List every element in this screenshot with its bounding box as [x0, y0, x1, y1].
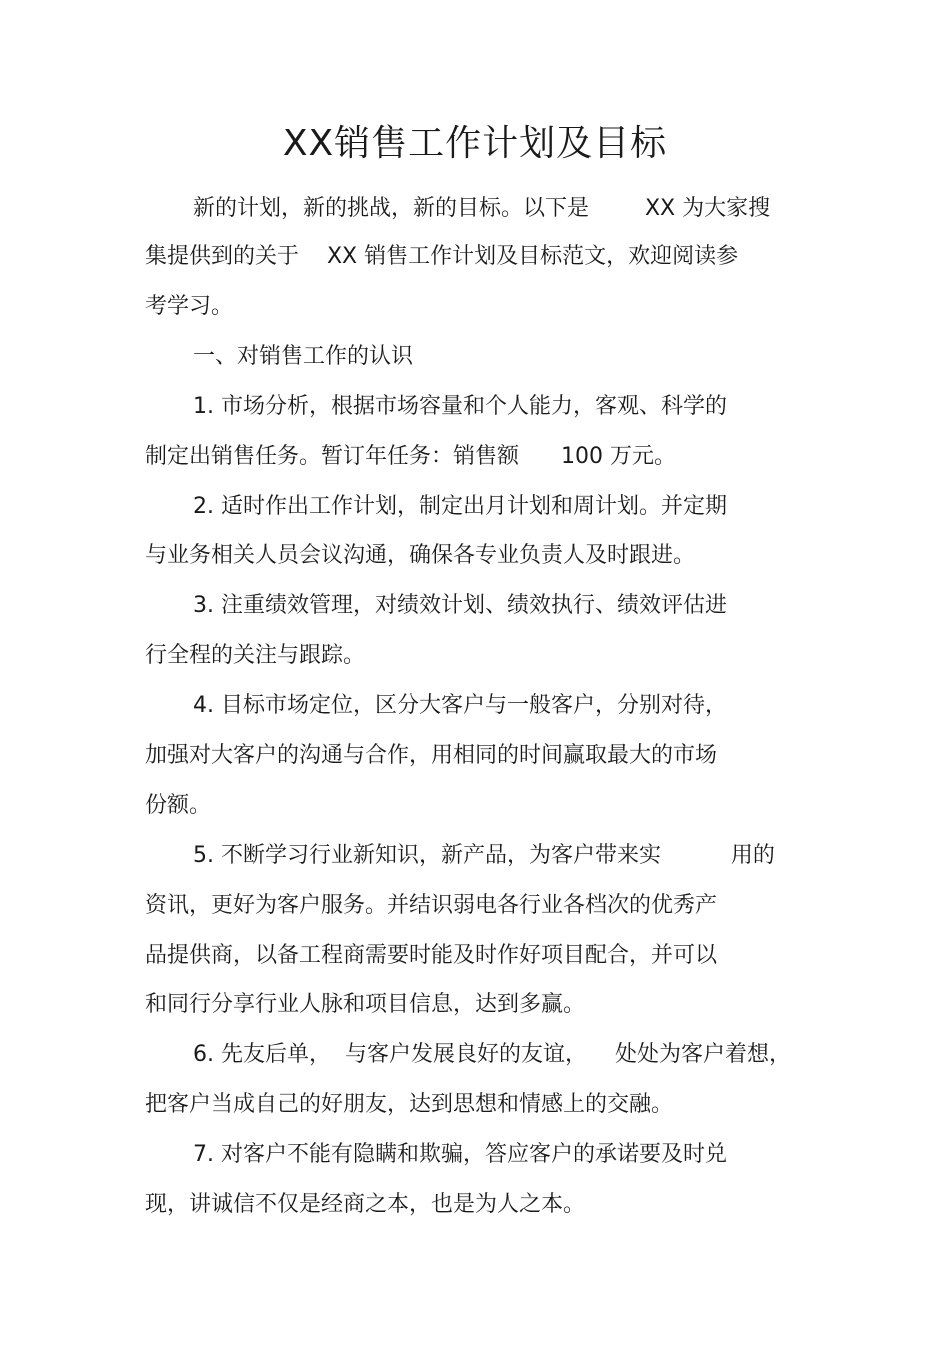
item-7-line-2: 现，讲诚信不仅是经商之本，也是为人之本。: [145, 1192, 586, 1217]
page-title: XX销售工作计划及目标: [282, 123, 668, 164]
item-2-line-2: 与业务相关人员会议沟通，确保各专业负责人及时跟进。: [145, 543, 696, 568]
item-1-line-2: 制定出销售任务。暂订年任务：销售额 100 万元。: [145, 444, 676, 469]
item-3-line-1: 3. 注重绩效管理，对绩效计划、绩效执行、绩效评估进: [193, 593, 727, 618]
item-4-line-2: 加强对大客户的沟通与合作，用相同的时间赢取最大的市场: [145, 743, 718, 768]
item-6-line-1: 6. 先友后单， 与客户发展良好的友谊， 处处为客户着想，: [193, 1042, 791, 1067]
intro-line-3: 考学习。: [145, 294, 234, 319]
item-4-line-3: 份额。: [145, 793, 212, 818]
item-5-line-1: 5. 不断学习行业新知识，新产品，为客户带来实 用的: [193, 843, 775, 868]
item-5-line-3: 品提供商，以备工程商需要时能及时作好项目配合，并可以: [145, 943, 718, 968]
item-1-line-1: 1. 市场分析，根据市场容量和个人能力，客观、科学的: [193, 394, 727, 419]
section-heading: 一、对销售工作的认识: [193, 344, 414, 369]
item-6-line-2: 把客户当成自己的好朋友，达到思想和情感上的交融。: [145, 1092, 674, 1117]
item-4-line-1: 4. 目标市场定位，区分大客户与一般客户，分别对待，: [193, 693, 727, 718]
item-5-line-2: 资讯，更好为客户服务。并结识弱电各行业各档次的优秀产: [145, 893, 718, 918]
item-3-line-2: 行全程的关注与跟踪。: [145, 643, 366, 668]
item-5-line-4: 和同行分享行业人脉和项目信息，达到多赢。: [145, 992, 586, 1017]
item-2-line-1: 2. 适时作出工作计划，制定出月计划和周计划。并定期: [193, 494, 727, 519]
item-7-line-1: 7. 对客户不能有隐瞒和欺骗，答应客户的承诺要及时兑: [193, 1142, 727, 1167]
intro-line-1: 新的计划，新的挑战，新的目标。以下是 XX 为大家搜: [193, 196, 771, 221]
intro-line-2: 集提供到的关于 XX 销售工作计划及目标范文，欢迎阅读参: [145, 244, 739, 269]
